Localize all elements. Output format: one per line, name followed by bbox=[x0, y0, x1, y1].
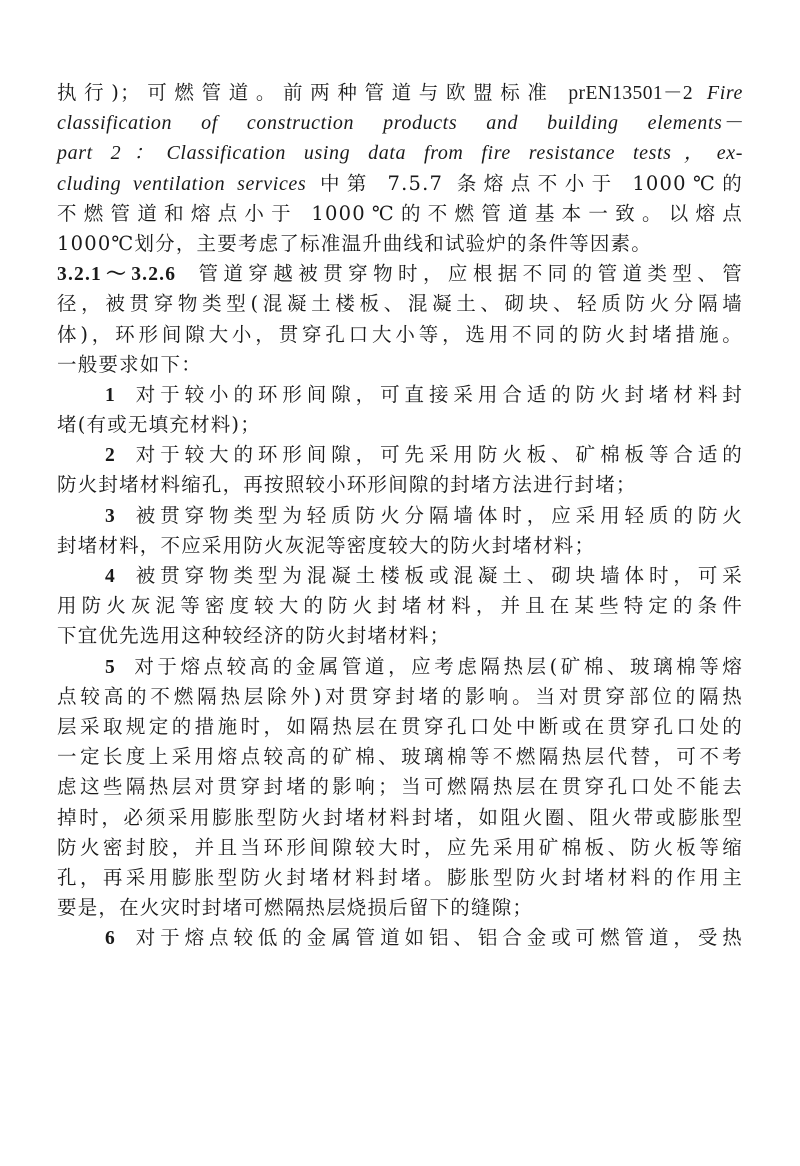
text-run: 被贯穿物类型为轻质防火分隔墙体时，应采用轻质的防火 bbox=[131, 503, 743, 527]
list-item-1 bbox=[57, 380, 743, 410]
spacer bbox=[693, 81, 707, 104]
text-line bbox=[57, 289, 743, 319]
text-line bbox=[57, 863, 743, 893]
section-heading-line bbox=[57, 259, 743, 289]
text-line bbox=[57, 893, 743, 923]
text-line bbox=[57, 682, 743, 712]
text-run: 下宜优先选用这种较经济的防火封堵材料； bbox=[57, 624, 451, 648]
text-run: 点较高的不燃隔热层除外)对贯穿封堵的影响。当对贯穿部位的隔热 bbox=[57, 684, 743, 708]
text-line bbox=[57, 470, 743, 500]
list-item-5 bbox=[57, 652, 743, 682]
text-run: 管道穿越被贯穿物时，应根据不同的管道类型、管 bbox=[194, 262, 744, 286]
text-line bbox=[57, 621, 743, 651]
italic-title: classification of construction products and building elements－ bbox=[57, 112, 743, 135]
text-run: 体)，环形间隙大小，贯穿孔口大小等，选用不同的防火封堵措施。 bbox=[57, 322, 743, 346]
text-line bbox=[57, 591, 743, 621]
text-run: 对于熔点较高的金属管道，应考虑隔热层(矿棉、玻璃棉等熔 bbox=[131, 654, 743, 678]
text-line bbox=[57, 712, 743, 742]
standard-code: prEN13501－2 bbox=[568, 83, 694, 104]
text-line bbox=[57, 320, 743, 350]
text-line bbox=[57, 742, 743, 772]
italic-title: Fire bbox=[706, 82, 743, 104]
text-run: 防火封堵材料缩孔，再按照较小环形间隙的封堵方法进行封堵； bbox=[57, 473, 637, 497]
text-run: 防火密封胶，并且当环形间隙较大时，应先采用矿棉板、防火板等缩 bbox=[57, 835, 743, 859]
text-run: 对于较大的环形间隙，可先采用防火板、矿棉板等合适的 bbox=[131, 443, 743, 467]
text-line bbox=[57, 833, 743, 863]
text-run: 对于熔点较低的金属管道如铝、铝合金或可燃管道，受热 bbox=[131, 926, 743, 950]
text-run: 对于较小的环形间隙，可直接采用合适的防火封堵材料封 bbox=[131, 382, 743, 406]
text-run: 用防火灰泥等密度较大的防火封堵材料，并且在某些特定的条件 bbox=[57, 594, 743, 618]
text-line bbox=[57, 350, 743, 380]
item-number: 2 bbox=[105, 445, 116, 467]
list-item-3 bbox=[57, 501, 743, 531]
list-item-6 bbox=[57, 923, 743, 953]
text-line bbox=[57, 169, 743, 199]
text-run: 层采取规定的措施时，如隔热层在贯穿孔口处中断或在贯穿孔口处的 bbox=[57, 714, 743, 738]
text-line bbox=[57, 803, 743, 833]
text-run: 一定长度上采用熔点较高的矿棉、玻璃棉等不燃隔热层代替，可不考 bbox=[57, 745, 743, 769]
text-line bbox=[57, 78, 743, 108]
text-run: 径，被贯穿物类型(混凝土楼板、混凝土、砌块、轻质防火分隔墙 bbox=[57, 292, 743, 316]
item-number: 1 bbox=[105, 384, 116, 406]
text-run: 一般要求如下： bbox=[57, 352, 202, 376]
document-page bbox=[57, 78, 743, 953]
italic-title: part 2：Classification using data from fire resistance tests，ex- bbox=[57, 142, 743, 165]
section-number: 3.2.1～3.2.6 bbox=[57, 264, 177, 286]
text-line bbox=[57, 410, 743, 440]
list-item-2 bbox=[57, 440, 743, 470]
text-line bbox=[57, 108, 743, 138]
italic-title: cluding ventilation services bbox=[57, 172, 307, 195]
item-number: 3 bbox=[105, 505, 116, 527]
item-number: 4 bbox=[105, 566, 116, 587]
text-run: 封堵材料，不应采用防火灰泥等密度较大的防火封堵材料； bbox=[57, 533, 596, 557]
text-run: 孔，再采用膨胀型防火封堵材料封堵。膨胀型防火封堵材料的作用主 bbox=[57, 865, 743, 889]
item-number: 6 bbox=[105, 928, 116, 950]
text-run: 不燃管道和熔点小于 1000℃的不燃管道基本一致。以熔点 bbox=[57, 201, 743, 225]
text-line bbox=[57, 772, 743, 802]
text-run: 中第 7.5.7 条熔点不小于 1000℃的 bbox=[306, 171, 743, 195]
text-run: 执行)；可燃管道。前两种管道与欧盟标准 bbox=[57, 81, 569, 104]
item-number: 5 bbox=[105, 656, 116, 678]
list-item-4 bbox=[57, 561, 743, 591]
text-run: 掉时，必须采用膨胀型防火封堵材料封堵，如阻火圈、阻火带或膨胀型 bbox=[57, 805, 743, 829]
text-line bbox=[57, 199, 743, 229]
text-run: 虑这些隔热层对贯穿封堵的影响；当可燃隔热层在贯穿孔口处不能去 bbox=[57, 775, 743, 799]
text-line bbox=[57, 531, 743, 561]
text-line bbox=[57, 229, 743, 259]
text-run: 1000℃划分，主要考虑了标准温升曲线和试验炉的条件等因素。 bbox=[57, 231, 652, 255]
text-run: 被贯穿物类型为混凝土楼板或混凝土、砌块墙体时，可采 bbox=[131, 564, 743, 587]
text-line bbox=[57, 138, 743, 168]
text-run: 要是，在火灾时封堵可燃隔热层烧损后留下的缝隙； bbox=[57, 896, 534, 920]
text-run: 堵(有或无填充材料)； bbox=[57, 413, 261, 437]
